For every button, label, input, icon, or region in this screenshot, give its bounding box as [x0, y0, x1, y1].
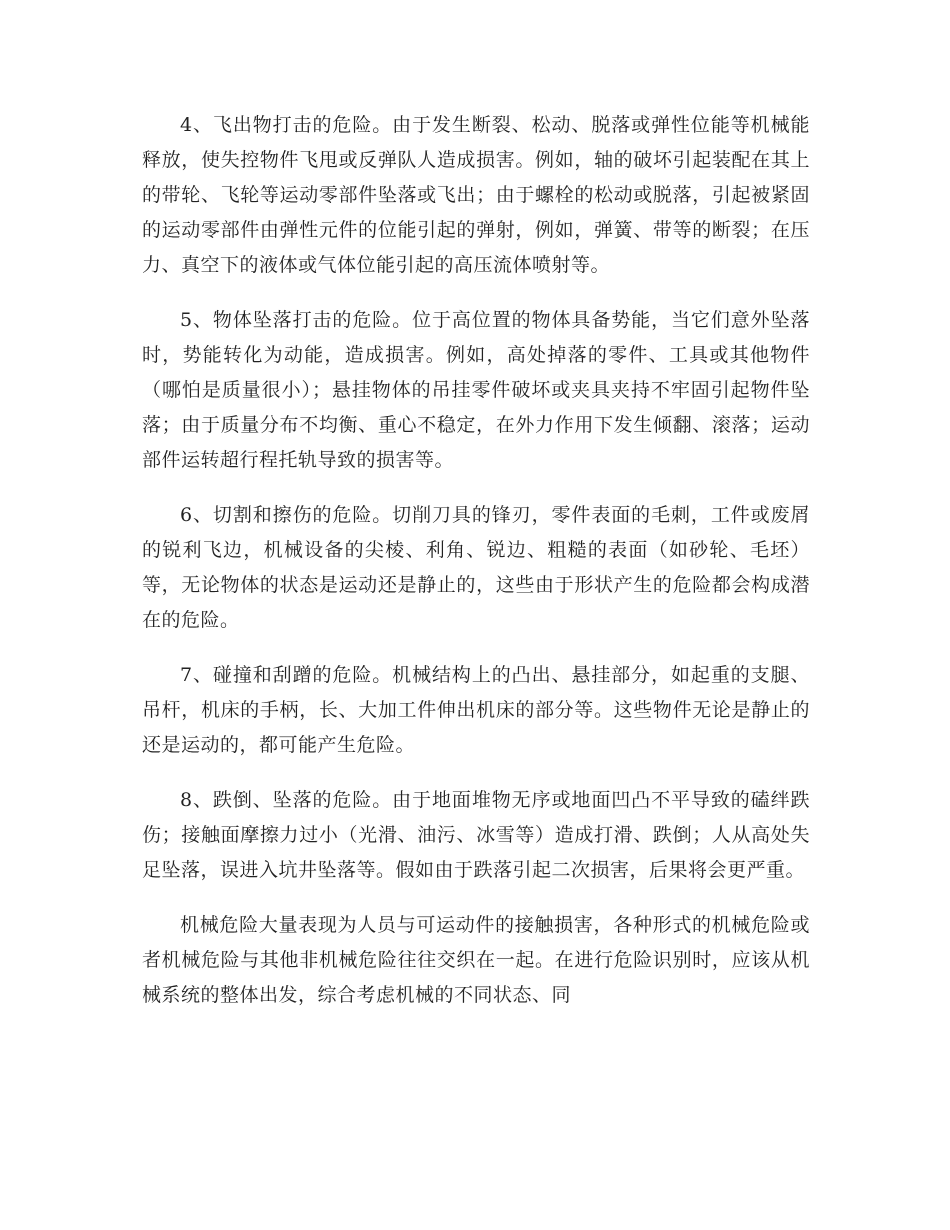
paragraph-tripping-falling: 8、跌倒、坠落的危险。由于地面堆物无序或地面凹凸不平导致的磕绊跌伤；接触面摩擦力过小（光滑、油污、冰雪等）造成打滑、跌倒；人从高处失足坠落，误进入坑井坠落等。假如由于跌落引起二次损害，后果将会更严重。 — [142, 789, 810, 881]
paragraph-collision-scraping: 7、碰撞和刮蹭的危险。机械结构上的凸出、悬挂部分，如起重的支腿、吊杆，机床的手柄，长、大加工件伸出机床的部分等。这些物件无论是静止的还是运动的，都可能产生危险。 — [142, 664, 810, 756]
paragraph-summary: 机械危险大量表现为人员与可运动件的接触损害，各种形式的机械危险或者机械危险与其他非机械危险往往交织在一起。在进行危险识别时，应该从机械系统的整体出发，综合考虑机械的不同状态、同 — [142, 914, 810, 1006]
paragraph-falling-objects: 5、物体坠落打击的危险。位于高位置的物体具备势能，当它们意外坠落时，势能转化为动能，造成损害。例如，高处掉落的零件、工具或其他物件（哪怕是质量很小）；悬挂物体的吊挂零件破坏或夹具夹持不牢固引起物件坠落；由于质量分布不均衡、重心不稳定，在外力作用下发生倾翻、滚落；运动部件运转超行程托轨导致的损害等。 — [142, 309, 810, 471]
document-body — [142, 108, 810, 1013]
paragraph-cutting-abrasion: 6、切割和擦伤的危险。切削刀具的锋刃，零件表面的毛刺，工件或废屑的锐利飞边，机械设备的尖棱、利角、锐边、粗糙的表面（如砂轮、毛坯）等，无论物体的状态是运动还是静止的，这些由于形状产生的危险都会构成潜在的危险。 — [142, 504, 810, 631]
paragraph-flying-objects: 4、飞出物打击的危险。由于发生断裂、松动、脱落或弹性位能等机械能释放，使失控物件飞甩或反弹队人造成损害。例如，轴的破坏引起装配在其上的带轮、飞轮等运动零部件坠落或飞出；由于螺栓的松动或脱落，引起被紧固的运动零部件由弹性元件的位能引起的弹射，例如，弹簧、带等的断裂；在压力、真空下的液体或气体位能引起的高压流体喷射等。 — [142, 114, 810, 276]
